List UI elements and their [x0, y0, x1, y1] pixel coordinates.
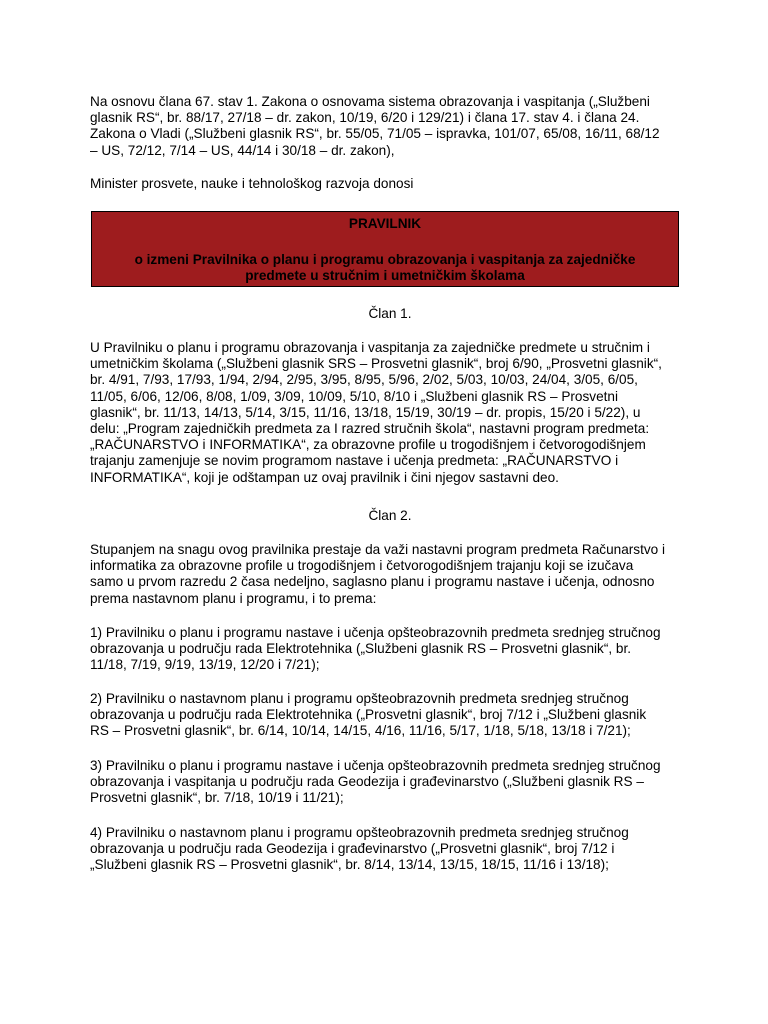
article-heading: Član 1.	[368, 306, 412, 321]
article-heading: Član 2.	[368, 508, 412, 523]
article-1-heading	[90, 306, 690, 322]
article-1-line: 11/05, 6/06, 12/06, 8/08, 1/09, 3/09, 10/09, 5/10, 8/10 i „Službeni glasnik RS – Prosvetni	[90, 388, 618, 404]
issuer-line: Minister prosvete, nauke i tehnološkog razvoja donosi	[90, 176, 414, 191]
article-1-line: glasnik“, br. 11/13, 14/13, 5/14, 3/15, 11/16, 13/18, 15/19, 30/19 – dr. propis, 15/20 i 5/22), u	[90, 404, 641, 420]
article-1-line: umetničkim školama („Službeni glasnik SRS – Prosvetni glasnik“, broj 6/90, „Prosvetni glasnik“,	[90, 356, 662, 372]
article-1-line: delu: „Program zajedničkih predmeta za I razred stručnih škola“, nastavni program predmeta:	[90, 421, 650, 437]
list-item-line: 2) Pravilniku o nastavnom planu i programu opšteobrazovnih predmeta srednjeg stručnog	[90, 691, 629, 706]
list-item-line: obrazovanja u području rada Elektrotehnika („Prosvetni glasnik“, broj 7/12 i „Službeni glasnik	[90, 707, 647, 723]
article-2-line: samo u prvom razredu 2 časa nedeljno, saglasno planu i programu nastave i učenja, odnosno	[90, 574, 655, 590]
title-box	[91, 211, 679, 287]
list-item-line: RS – Prosvetni glasnik“, br. 6/14, 10/14, 14/15, 4/16, 11/16, 5/17, 1/18, 5/18, 13/18 i 7/21);	[90, 723, 631, 739]
article-1-line: trajanju zamenjuje se novim programom nastave i učenja predmeta: „RAČUNARSTVO i	[90, 453, 619, 469]
article-1-line: „RAČUNARSTVO i INFORMATIKA“, za obrazovne profile u trogodišnjem i četvorogodišnjem	[90, 437, 646, 453]
list-item-3	[90, 758, 690, 807]
list-item-line: 4) Pravilniku o nastavnom planu i programu opšteobrazovnih predmeta srednjeg stručnog	[90, 825, 629, 840]
list-item-2	[90, 691, 690, 740]
list-item-line: obrazovanja u području rada Geodezija i građevinarstvo („Prosvetni glasnik“, broj 7/12 i	[90, 841, 615, 857]
list-item-line: obrazovanja u području rada Elektrotehnika („Službeni glasnik RS – Prosvetni glasnik“, br.	[90, 641, 632, 657]
list-item-line: 1) Pravilniku o planu i programu nastave i učenja opšteobrazovnih predmeta srednjeg stručnog	[90, 625, 661, 640]
intro-paragraph	[90, 94, 690, 159]
article-2-line: informatika za obrazovne profile u trogodišnjem i četvorogodišnjem trajanju koji se izučava	[90, 558, 634, 574]
subtitle-line: predmete u stručnim i umetničkim školama	[245, 268, 525, 284]
article-2-intro	[90, 542, 690, 607]
article-1-line: br. 4/91, 7/93, 17/93, 1/94, 2/94, 2/95, 3/95, 8/95, 5/96, 2/02, 5/03, 10/03, 24/04, 3/05, 6/05,	[90, 372, 638, 388]
intro-line: Na osnovu člana 67. stav 1. Zakona o osnovama sistema obrazovanja i vaspitanja („Službeni	[90, 94, 650, 109]
article-2-line: prema nastavnom planu i programu, i to prema:	[90, 590, 377, 606]
list-item-line: 3) Pravilniku o planu i programu nastave i učenja opšteobrazovnih predmeta srednjeg stručnog	[90, 758, 661, 773]
list-item-line: obrazovanja i vaspitanja u području rada Geodezija i građevinarstvo („Službeni glasnik RS –	[90, 774, 644, 790]
document-subtitle	[92, 252, 678, 284]
article-1-body	[90, 340, 690, 486]
article-1-line: U Pravilniku o planu i programu obrazovanja i vaspitanja za zajedničke predmete u stručnim i	[90, 340, 650, 355]
document-heading: PRAVILNIK	[348, 216, 422, 231]
list-item-line: 11/18, 7/19, 9/19, 13/19, 12/20 i 7/21);	[90, 657, 320, 673]
article-2-heading	[90, 508, 690, 524]
list-item-line: „Službeni glasnik RS – Prosvetni glasnik“, br. 8/14, 13/14, 13/15, 18/15, 11/16 i 13/18);	[90, 857, 609, 873]
subtitle-line: o izmeni Pravilnika o planu i programu obrazovanja i vaspitanja za zajedničke	[134, 252, 636, 267]
list-item-line: Prosvetni glasnik“, br. 7/18, 10/19 i 11/21);	[90, 790, 344, 806]
list-item-1	[90, 625, 690, 674]
intro-line: glasnik RS“, br. 88/17, 27/18 – dr. zakon, 10/19, 6/20 i 129/21) i člana 17. stav 4. i člana 24.	[90, 110, 640, 126]
issuer-paragraph	[90, 176, 690, 192]
article-1-line: INFORMATIKA“, koji je odštampan uz ovaj pravilnik i čini njegov sastavni deo.	[90, 469, 559, 485]
intro-line: – US, 72/12, 7/14 – US, 44/14 i 30/18 – dr. zakon),	[90, 142, 395, 158]
intro-line: Zakona o Vladi („Službeni glasnik RS“, br. 55/05, 71/05 – ispravka, 101/07, 65/08, 16/11, 68/12	[90, 126, 660, 142]
article-2-line: Stupanjem na snagu ovog pravilnika prestaje da važi nastavni program predmeta Računarstvo i	[90, 542, 666, 557]
list-item-4	[90, 825, 690, 874]
